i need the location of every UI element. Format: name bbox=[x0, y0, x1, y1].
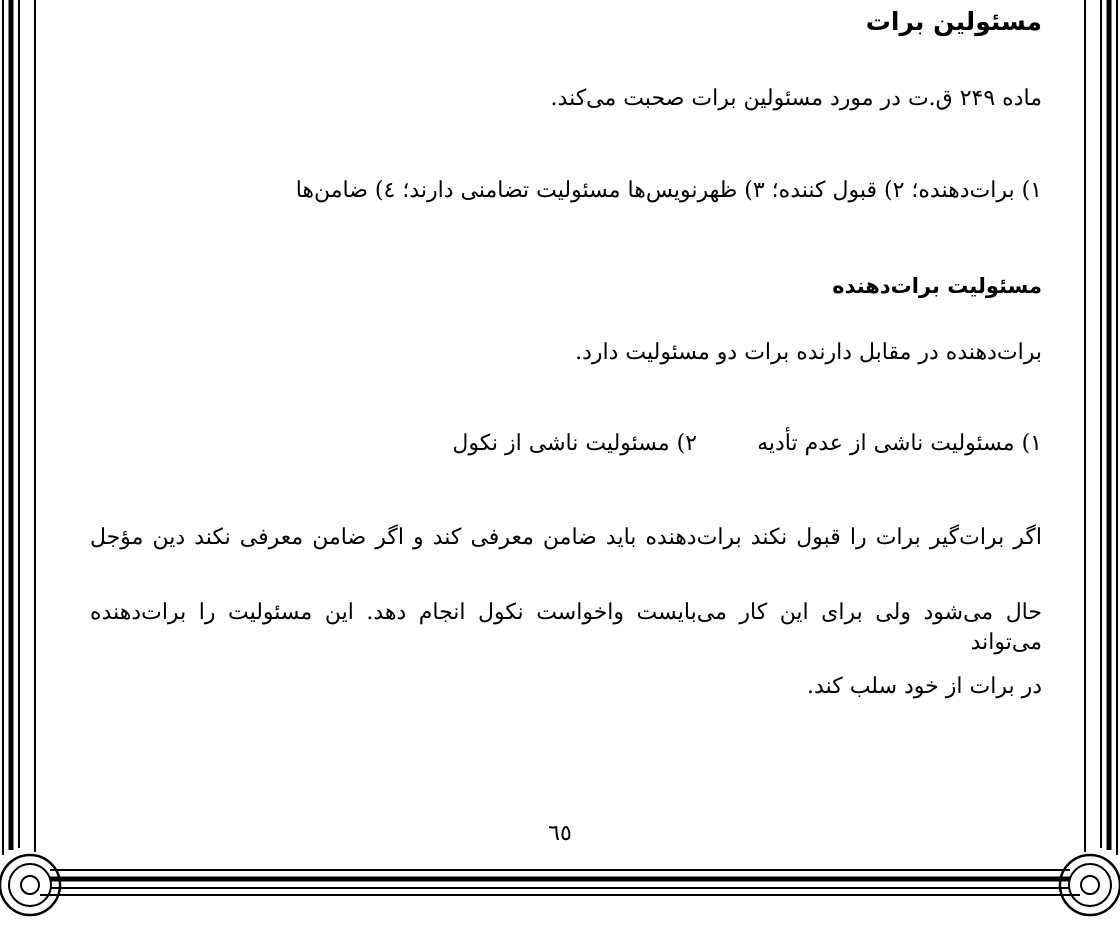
article-paragraph: ماده ۲۴۹ ق.ت در مورد مسئولین برات صحبت می‌کند. bbox=[550, 86, 1042, 111]
liabilities-list bbox=[452, 429, 1042, 459]
liability-item-nonpayment: ۱) مسئولیت ناشی از عدم تأدیه bbox=[757, 431, 1042, 456]
body-paragraph-line-2: حال می‌شود ولی برای این کار می‌بایست واخواست نکول انجام دهد. این مسئولیت را برات‌دهنده می‌تواند bbox=[90, 600, 1042, 655]
body-paragraph-line-1: اگر برات‌گیر برات را قبول نکند برات‌دهنده باید ضامن معرفی کند و اگر ضامن معرفی نکند دین مؤجل bbox=[90, 525, 1042, 550]
page-number: ٦٥ bbox=[548, 821, 572, 846]
section-heading-responsibles: مسئولين برات bbox=[865, 7, 1042, 36]
body-paragraph-line-3: در برات از خود سلب کند. bbox=[807, 674, 1042, 699]
section-heading-drawer: مسئولیت برات‌دهنده bbox=[832, 274, 1042, 298]
responsible-parties-list: ۱) برات‌دهنده؛ ۲) قبول کننده؛ ۳) ظهرنویس‌ها مسئولیت تضامنی دارند؛ ٤) ضامن‌ها bbox=[295, 178, 1042, 203]
drawer-paragraph: برات‌دهنده در مقابل دارنده برات دو مسئولیت دارد. bbox=[575, 340, 1042, 365]
liability-item-nonacceptance: ۲) مسئولیت ناشی از نکول bbox=[452, 431, 698, 456]
